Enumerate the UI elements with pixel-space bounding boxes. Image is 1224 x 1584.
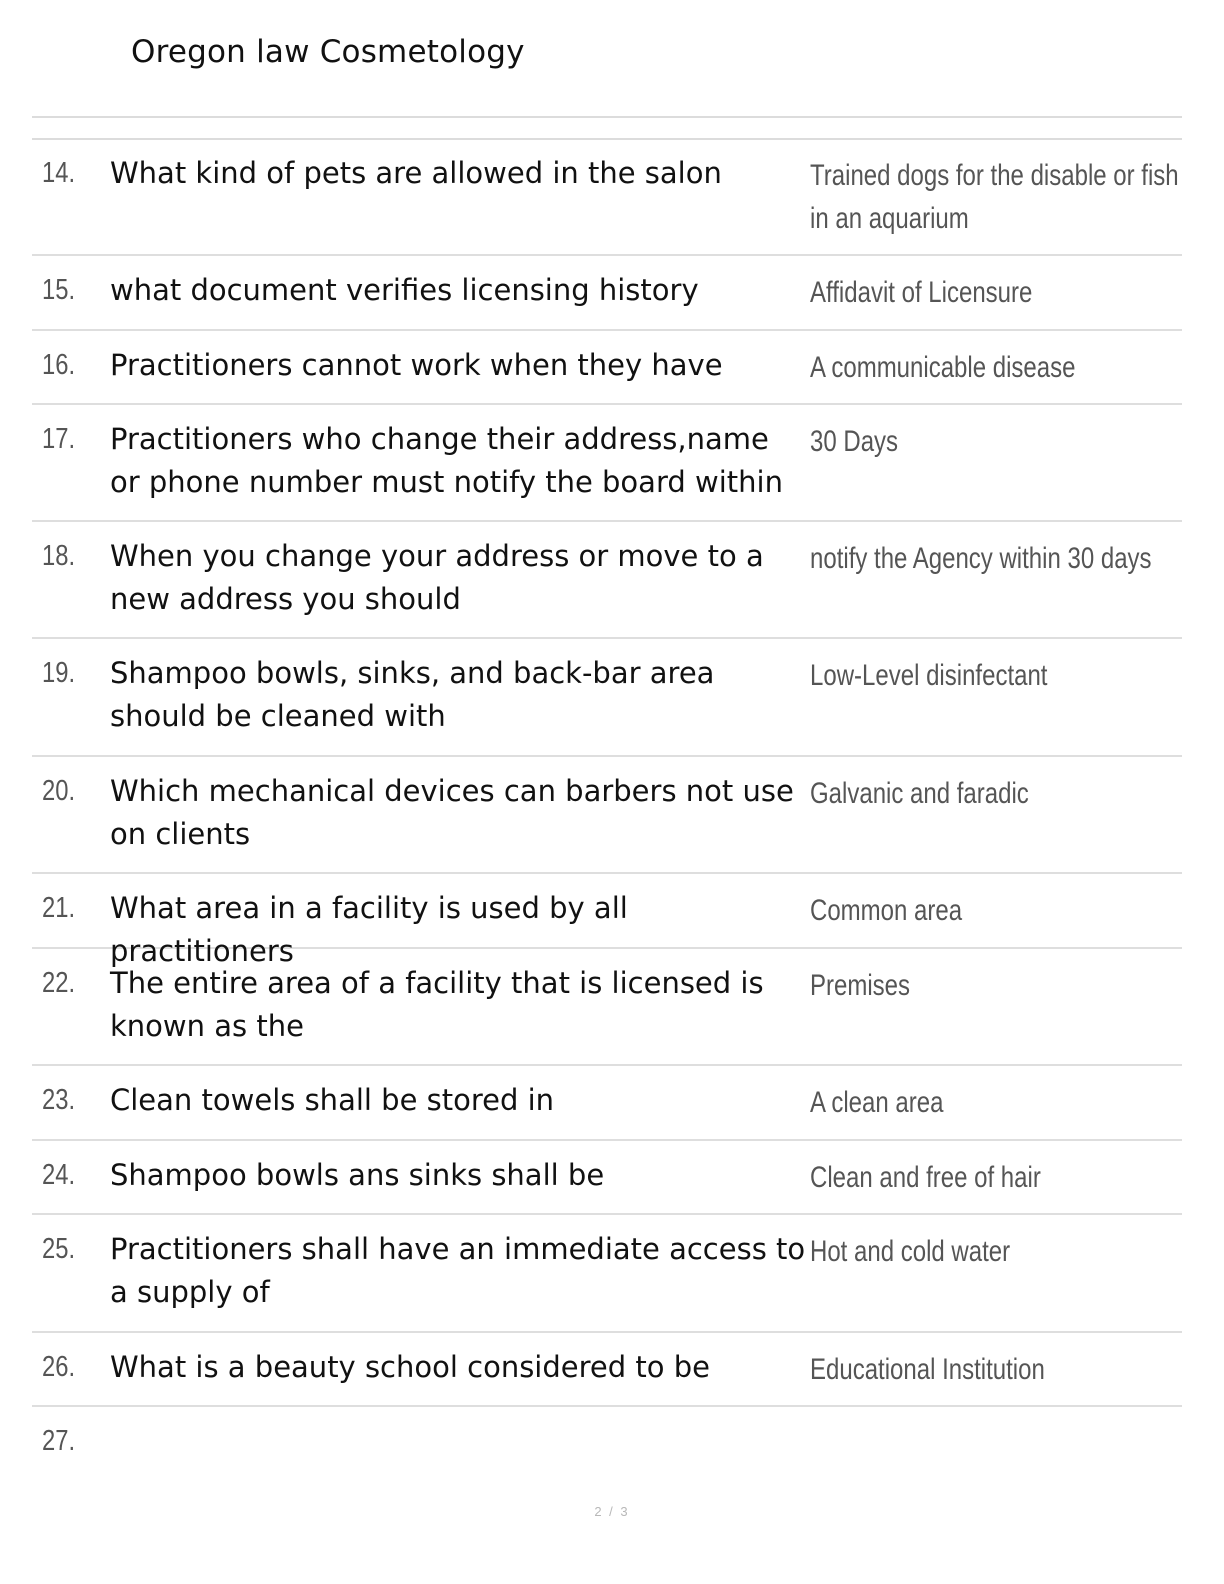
card-definition: Affidavit of Licensure bbox=[810, 276, 1033, 309]
flashcard-row bbox=[32, 1333, 1182, 1407]
card-term: Practitioners cannot work when they have bbox=[110, 348, 723, 382]
card-definition: A clean area bbox=[810, 1086, 944, 1119]
card-number: 26. bbox=[42, 1351, 76, 1383]
flashcard-row bbox=[32, 757, 1182, 874]
card-number: 14. bbox=[42, 157, 76, 189]
card-definition: Educational Institution bbox=[810, 1353, 1045, 1386]
card-number: 15. bbox=[42, 274, 76, 306]
card-definition: Premises bbox=[810, 969, 911, 1002]
card-term: Practitioners who change their address,name or phone number must notify the board within bbox=[110, 422, 783, 499]
card-definition: 30 Days bbox=[810, 425, 899, 458]
card-number: 18. bbox=[42, 540, 76, 572]
card-definition: Hot and cold water bbox=[810, 1235, 1011, 1268]
card-definition: A communicable disease bbox=[810, 351, 1076, 384]
card-term: What area in a facility is used by all practitioners bbox=[110, 891, 628, 968]
card-number: 25. bbox=[42, 1233, 76, 1265]
flashcard-row bbox=[32, 331, 1182, 405]
flashcard-row bbox=[32, 1066, 1182, 1141]
card-number: 23. bbox=[42, 1084, 76, 1116]
flashcard-row bbox=[32, 639, 1182, 757]
card-term: What kind of pets are allowed in the salon bbox=[110, 156, 722, 190]
card-number: 16. bbox=[42, 349, 76, 381]
card-term: Clean towels shall be stored in bbox=[110, 1083, 555, 1117]
flashcard-row bbox=[32, 1215, 1182, 1333]
card-number: 17. bbox=[42, 423, 76, 455]
card-definition: Clean and free of hair bbox=[810, 1161, 1041, 1194]
flashcard-row bbox=[32, 1141, 1182, 1215]
card-definition: Trained dogs for the disable or fish in an aquarium bbox=[810, 159, 1179, 235]
card-number: 19. bbox=[42, 657, 76, 689]
card-number: 24. bbox=[42, 1159, 76, 1191]
flashcard-row bbox=[32, 256, 1182, 331]
card-term: Shampoo bowls, sinks, and back-bar area should be cleaned with bbox=[110, 656, 715, 733]
card-number: 22. bbox=[42, 967, 76, 999]
flashcard-row bbox=[32, 949, 1182, 1066]
flashcard-row bbox=[32, 139, 1182, 256]
header-divider bbox=[32, 116, 1182, 118]
flashcard-list bbox=[32, 139, 1182, 1477]
page-title: Oregon law Cosmetology bbox=[131, 34, 525, 70]
flashcard-row bbox=[32, 405, 1182, 522]
card-term: what document verifies licensing history bbox=[110, 273, 699, 307]
card-number: 21. bbox=[42, 892, 76, 924]
card-term: Which mechanical devices can barbers not use on clients bbox=[110, 774, 794, 851]
card-term: Shampoo bowls ans sinks shall be bbox=[110, 1158, 605, 1192]
card-term: Practitioners shall have an immediate access to a supply of bbox=[110, 1232, 806, 1309]
card-number: 20. bbox=[42, 775, 76, 807]
card-term: What is a beauty school considered to be bbox=[110, 1350, 710, 1384]
flashcard-row bbox=[32, 522, 1182, 639]
flashcard-row bbox=[32, 874, 1182, 968]
card-definition: notify the Agency within 30 days bbox=[810, 542, 1152, 575]
card-term: When you change your address or move to a new address you should bbox=[110, 539, 764, 616]
card-term: The entire area of a facility that is licensed is known as the bbox=[110, 966, 764, 1043]
page-number: 2 / 3 bbox=[594, 1504, 630, 1519]
card-number: 27. bbox=[42, 1425, 76, 1457]
card-definition: Common area bbox=[810, 894, 963, 927]
card-definition: Low-Level disinfectant bbox=[810, 659, 1048, 692]
flashcard-row bbox=[32, 1407, 1182, 1477]
card-definition: Galvanic and faradic bbox=[810, 777, 1029, 810]
